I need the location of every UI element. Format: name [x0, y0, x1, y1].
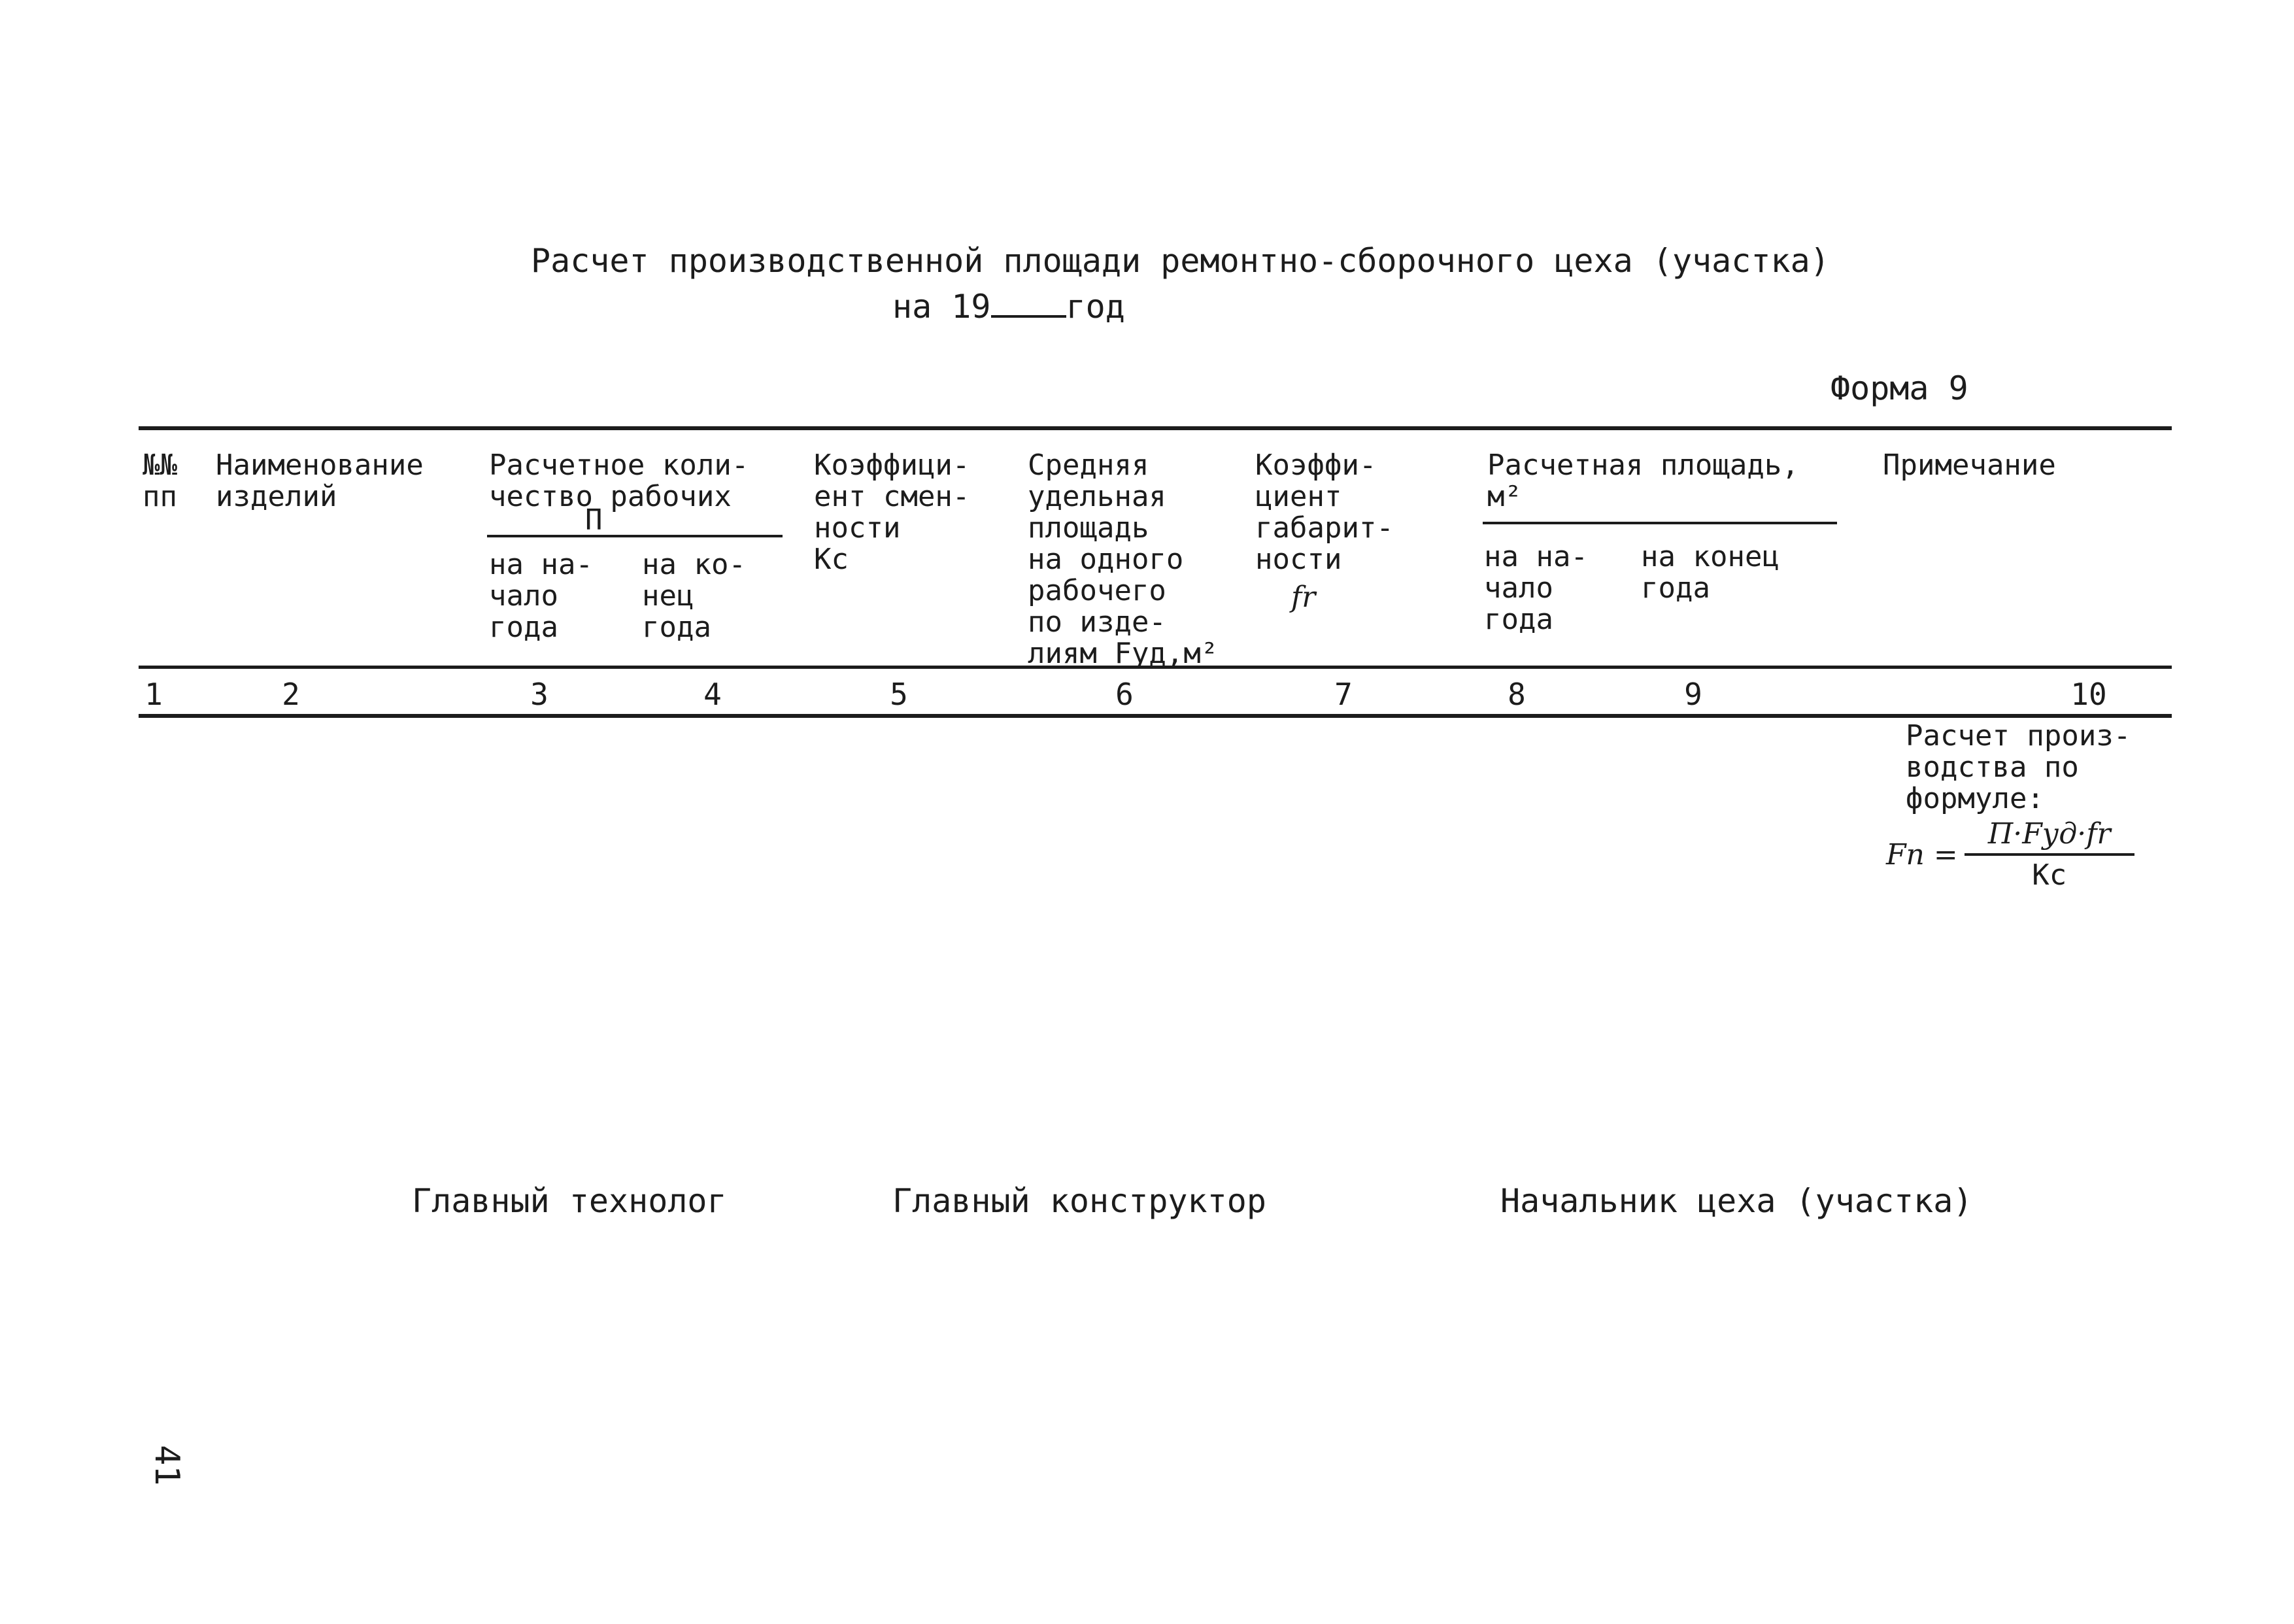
signature-shop-head: Начальник цеха (участка): [1500, 1182, 1973, 1220]
signature-chief-designer: Главный конструктор: [892, 1182, 1266, 1220]
year-prefix: на 19: [892, 288, 991, 326]
area-formula: [1886, 817, 2134, 892]
header-note: Примечание: [1883, 448, 2056, 482]
column-number-4: 4: [703, 677, 722, 712]
header-workers-start: на на- чало года: [489, 548, 593, 644]
header-workers-group: Расчетное коли- чество рабочих: [489, 448, 749, 513]
header-size-coefficient: Коэффи- циент габарит- ности: [1255, 448, 1394, 576]
header-area-end: на конец года: [1641, 540, 1780, 605]
document-subtitle: [892, 288, 1125, 326]
column-number-3: 3: [530, 677, 548, 712]
column-number-10: 10: [2070, 677, 2107, 712]
header-workers-symbol: П: [585, 503, 603, 537]
column-number-6: 6: [1115, 677, 1134, 712]
header-size-symbol: fr: [1291, 581, 1316, 614]
header-specific-area: Средняя удельная площадь на одного рабочего по изде- лиям Fуд,м²: [1028, 448, 1219, 670]
column-number-5: 5: [890, 677, 908, 712]
note-text: Расчет произ- водства по формуле:: [1906, 719, 2131, 815]
column-number-8: 8: [1508, 677, 1526, 712]
year-suffix: год: [1066, 288, 1125, 326]
signature-chief-technologist: Главный технолог: [412, 1182, 727, 1220]
formula-denominator: Кс: [2032, 858, 2067, 892]
header-area-group: Расчетная площадь, м²: [1487, 448, 1799, 513]
column-number-7: 7: [1334, 677, 1353, 712]
numbers-bottom-rule: [139, 714, 2172, 718]
page-number: 41: [147, 1445, 186, 1486]
area-group-rule: [1483, 522, 1837, 524]
header-area-start: на на- чало года: [1484, 540, 1588, 636]
header-item-name: Наименование изделий: [216, 448, 424, 513]
workers-group-rule: [487, 535, 783, 537]
header-shift-coefficient: Коэффици- ент смен- ности Кс: [814, 448, 970, 576]
table-top-rule: [139, 426, 2172, 430]
column-number-1: 1: [144, 677, 163, 712]
formula-lhs: Fп =: [1886, 837, 1958, 871]
column-number-2: 2: [282, 677, 300, 712]
formula-fraction: [1965, 817, 2134, 892]
column-number-9: 9: [1684, 677, 1702, 712]
document-title: Расчет производственной площади ремонтно-сборочного цеха (участка): [531, 242, 1830, 280]
header-workers-end: на ко- нец года: [642, 548, 746, 644]
form-label: Форма 9: [1830, 369, 1968, 407]
year-blank: [991, 290, 1066, 318]
formula-numerator: П·Fуд·fr: [1965, 817, 2134, 856]
header-number: №№ пп: [143, 448, 177, 513]
